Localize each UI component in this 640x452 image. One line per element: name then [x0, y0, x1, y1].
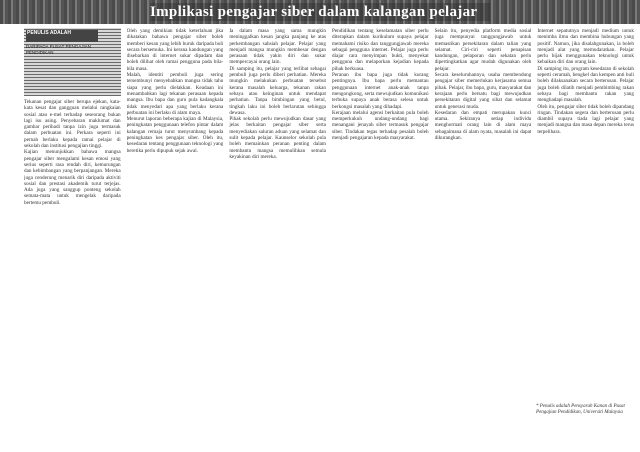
- paragraph: Selain itu, penyedia platform media sosial juga mempunyai tanggungjawab untuk memastikan persekitaran dalam talian yang selamat. Ciri-ciri seperti penapisan kandungan, pelaporan dan sekatan perlu dipertingkatkan agar mudah digunakan oleh pelajar.: [434, 28, 532, 72]
- paragraph: Pendidikan tentang keselamatan siber perlu diterapkan dalam kurikulum supaya pelajar memahami risiko dan tanggungjawab mereka sebagai pengguna internet. Pelajar juga perlu diajar cara menyimpan bukti, menyekat pengguna dan melaporkan kejadian kepada pihak berkuasa.: [331, 28, 429, 72]
- article-column-3: [229, 28, 326, 446]
- article-column-1: [24, 28, 121, 446]
- paragraph: Kerajaan melalui agensi berkaitan pula boleh memperkukuh undang-undang bagi menangani jenayah siber termasuk pengajar siber. Tindakan tegas terhadap pesalah boleh menjadi pengajaran kepada masyarakat.: [331, 109, 429, 142]
- paragraph: Di samping itu, pelajar yang terlibat sebagai pembuli juga perlu diberi perhatian. Mereka mungkin melakukan perbuatan tersebut kerana masalah keluarga, tekanan rakan sebaya atau keinginan untuk mendapat perhatian. Tanpa bimbingan yang betul, tingkah laku ini boleh berlarutan sehingga dewasa.: [229, 65, 326, 116]
- paragraph: Kesedaran dan empati merupakan kunci utama. Sekiranya setiap individu menghormati orang lain di alam maya sebagaimana di alam nyata, masalah ini dapat dikurangkan.: [434, 109, 532, 142]
- paragraph: Peranan ibu bapa juga tidak kurang pentingnya. Ibu bapa perlu memantau penggunaan internet anak-anak tanpa mengongkong, serta mewujudkan komunikasi terbuka supaya anak berasa selesa untuk berkongsi masalah yang dihadapi.: [331, 72, 429, 110]
- paragraph: Oleh itu, pengajar siber tidak boleh dipandang ringan. Tindakan segera dan berterusan perlu diambil supaya tiada lagi pelajar yang menjadi mangsa dan masa depan mereka terus terpelihara.: [537, 103, 634, 135]
- article-column-6: [537, 28, 634, 446]
- paragraph: Oleh yang demikian tidak keterlaluan jika dikatakan bahawa pengajar siber boleh memberi kesan yang lebih buruk daripada buli secara bersemuka. Ini kerana kandungan yang disebarkan di internet sukar dipadam dan boleh dilihat oleh ramai pengguna pada bila-bila masa.: [126, 28, 224, 72]
- header-banner: [0, 0, 640, 24]
- article-column-4: [332, 28, 429, 446]
- author-sidebox: [24, 28, 121, 96]
- paragraph: Menurut laporan beberapa kajian di Malaysia, peningkatan penggunaan telefon pintar dalam kalangan remaja turut menyumbang kepada peningkatan kes pengajar siber. Oleh itu, kesedaran tentang penggunaan teknologi yang beretika perlu dipupuk sejak awal.: [126, 116, 224, 154]
- article-title: Implikasi pengajar siber dalam kalangan pelajar: [150, 3, 490, 21]
- paragraph: Di samping itu, program kesedaran di sekolah seperti ceramah, bengkel dan kempen anti buli boleh dilaksanakan secara berterusan. Pelajar juga boleh dilatih menjadi pembimbing rakan sebaya bagi membantu rakan yang menghadapi masalah.: [537, 65, 634, 104]
- sidebox-subtitle: DARIPADA PUSAT PENGAJIAN PENDIDIKAN: [26, 44, 92, 55]
- paragraph: Ia dalam masa yang sama mungkin meninggalkan kesan jangka panjang ke atas perkembangan sahsiah pelajar. Pelajar yang menjadi mangsa mungkin membesar dengan perasaan tidak yakin diri dan sukar mempercayai orang lain.: [229, 28, 326, 66]
- paragraph: Malah, identiti pembuli juga sering tersembunyi menyebabkan mangsa tidak tahu siapa yang perlu dielakkan. Keadaan ini menambahkan lagi tekanan perasaan kepada mangsa. Ibu bapa dan guru pula kadangkala tidak menyedari apa yang berlaku kerana perbuatan ini berlaku di alam maya.: [126, 72, 224, 116]
- author-footnote: * Penulis adalah Pensyarah Kanan di Pusat Pengajian Pendidikan, Universiti Malaysia: [536, 404, 625, 415]
- article-column-2: [127, 28, 224, 446]
- sidebox-heading: PENULIS ADALAH: [26, 30, 98, 42]
- paragraph: Pihak sekolah perlu mewujudkan dasar yang jelas berkaitan pengajar siber serta menyediakan saluran aduan yang selamat dan sulit kepada pelajar. Kaunselor sekolah pula boleh memainkan peranan penting dalam membantu mangsa memulihkan semula keyakinan diri mereka.: [229, 116, 326, 160]
- article-columns: [24, 28, 634, 446]
- paragraph: Kajian menunjukkan bahawa mangsa pengajar siber mengalami kesan emosi yang serius seperti rasa rendah diri, kemurungan dan kebimbangan yang berpanjangan. Mereka juga cenderung menarik diri daripada aktiviti sosial dan prestasi akademik turut terjejas. Ada juga yang sanggup ponteng sekolah semata-mata untuk mengelak daripada bertemu pembuli.: [24, 149, 121, 206]
- paragraph: Secara keseluruhannya, usaha membendung pengajar siber memerlukan kerjasama semua pihak. Pelajar, ibu bapa, guru, masyarakat dan kerajaan perlu bersatu bagi mewujudkan persekitaran digital yang sihat dan selamat untuk generasi muda.: [434, 72, 532, 110]
- paragraph: Tekanan pengajar siber berupa ejekan, kata-kata kesat dan gangguan melalui rangkaian sosial atau e-mel terhadap seseorang bukan lagi isu asing. Penyebaran maklumat dan gambar peribadi tanpa izin juga termasuk dalam perbuatan ini. Perkara seperti ini pernah berlaku kepada ramai pelajar di sekolah dan institusi pengajian tinggi.: [24, 99, 121, 150]
- paragraph: Internet sepatutnya menjadi medium untuk menimba ilmu dan membina hubungan yang positif. Namun, jika disalahgunakan, ia boleh menjadi alat yang memudaratkan. Pelajar perlu bijak menggunakan teknologi untuk kebaikan diri dan orang lain.: [537, 28, 634, 66]
- article-column-5: [435, 28, 532, 446]
